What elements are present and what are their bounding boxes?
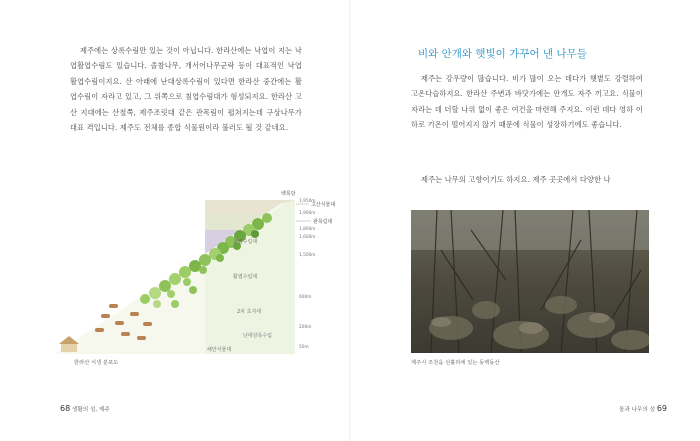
farmhouse <box>59 336 79 352</box>
zone-label-conifer: 침엽수림대 <box>233 239 258 245</box>
photo-caption: 제주시 조천읍 선흘리에 있는 동백동산 <box>411 360 500 366</box>
zone-label-grassland: 2차 초지대 <box>237 309 262 315</box>
altitude-1950: 1,950m <box>299 199 316 204</box>
altitude-1500: 1,500m <box>299 253 316 258</box>
altitude-1900: 1,900m <box>299 211 316 216</box>
page-number-right: 69 <box>656 404 667 413</box>
altitude-200: 200m <box>299 325 312 330</box>
forest-photo <box>411 210 649 353</box>
right-body-paragraph-2: 제주는 나무의 고향이기도 하지요. 제주 곳곳에서 다양한 나 <box>421 175 611 184</box>
altitude-50: 50m <box>299 345 309 350</box>
page-number-left: 68 <box>60 404 71 413</box>
running-title-right: 돌과 나무의 섬 <box>619 407 656 413</box>
zone-label-evergreen: 난대상록수림 <box>243 333 272 339</box>
zone-label-broadleaf: 활엽수림대 <box>233 274 258 280</box>
folio-left <box>60 404 110 413</box>
folio-right <box>619 404 667 413</box>
section-heading: 비와 안개와 햇빛이 가꾸어 낸 나무들 <box>418 48 587 60</box>
zone-label-alpine: 고산식물대 <box>311 202 336 208</box>
right-body-paragraph-1: 제주는 강우량이 많습니다. 비가 많이 오는 데다가 햇볕도 강렬하여 고온다습하지요. 한라산 주변과 바닷가에는 안개도 자주 끼고요. 식물이 자라는 데 더할 나위 없이 좋은 여건을 마련해 주지요. 이런 데다 영하 이하로 기온이 떨어지지 않기 때문에 식물이 성장하기에도 좋습니다. <box>411 74 643 130</box>
altitude-1800: 1,800m <box>299 227 316 232</box>
zone-label-shrub: 관목림대 <box>313 219 333 225</box>
peak-label: 백록담 <box>281 191 296 197</box>
diagram-caption: 한라산 식생 분포도 <box>74 360 119 366</box>
vegetation-diagram <box>55 186 355 358</box>
altitude-600: 600m <box>299 295 312 300</box>
running-title-left: 생활의 섬, 제주 <box>71 407 110 413</box>
zone-label-coastal: 해안식물대 <box>207 347 232 353</box>
altitude-1600: 1,600m <box>299 235 316 240</box>
left-body-paragraph: 제주에는 상록수림만 있는 것이 아닙니다. 한라산에는 낙엽이 지는 낙엽활엽수림도 있습니다. 졸참나무, 개서어나무군락 등이 대표적인 낙엽활엽수림이지요. 산 아래에 난대상록수림이 있다면 한라산 중간에는 활엽수림이 자라고 있고, 그 위쪽으로 침엽수림대가 형성되지요. 한라산 고산 지대에는 산철쭉, 제주조릿대 같은 관목림이 펼쳐지는데 구상나무가 대표 격입니다. 제주도 전체를 종합 식물원이라 불러도 될 것 같네요. <box>70 46 302 133</box>
